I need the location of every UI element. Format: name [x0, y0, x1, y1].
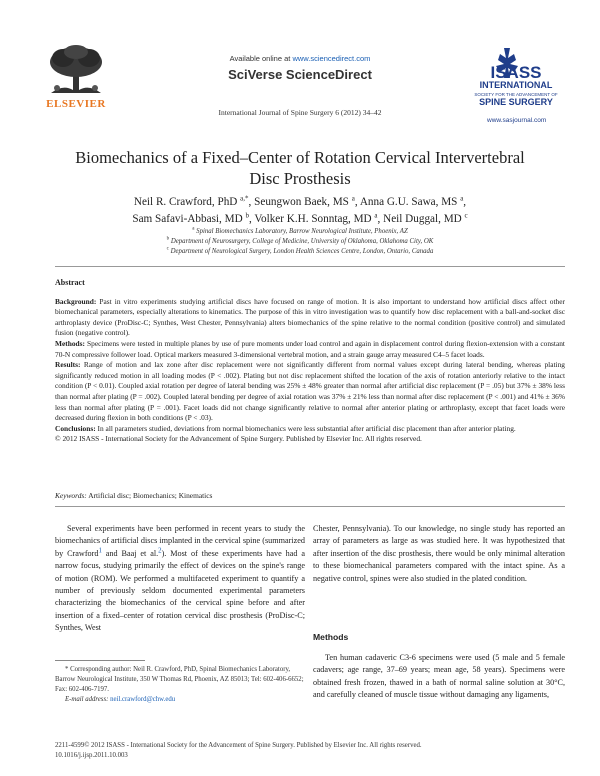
- keywords: [55, 491, 565, 500]
- issn-copyright: 2211-4599© 2012 ISASS - International Society for the Advancement of Spine Surgery. Published by Elsevier Inc. All rights reserved.: [55, 742, 422, 749]
- author-affil-sup: a,*: [240, 194, 249, 203]
- intro-continued: Chester, Pennsylvania). To our knowledge, no single study has reported an array of parameters as large as was studied here. It was hypothesized that after insertion of the disc prosthesis, there would be only minimal alteration to these biomechanical parameters compared with the intact spine. As a negative control, spines were also studied in the plated condition.: [313, 524, 565, 583]
- abstract-heading: Abstract: [55, 278, 85, 287]
- journal-citation: International Journal of Spine Surgery 6 (2012) 34–42: [218, 108, 382, 117]
- elsevier-tree-icon: [43, 44, 109, 96]
- divider-abstract: [55, 506, 565, 507]
- affiliation-a: $^a$ Spinal Biomechanics Laboratory, Barrow Neurological Institute, Phoenix, AZ: [192, 226, 408, 235]
- author-affil-sup: b: [245, 211, 249, 220]
- journal-header: [180, 54, 420, 117]
- author-name: Sam Safavi-Abbasi, MD: [132, 213, 243, 225]
- authors-line-1: Neil R. Crawford, PhD $^{a,*}$, Seungwon Baek, MS $^a$, Anna G.U. Sawa, MS $^a$,: [133, 194, 467, 208]
- isass-logo: [470, 44, 562, 116]
- methods-heading: Methods: [313, 632, 349, 642]
- elsevier-logo: [43, 44, 109, 112]
- corresponding-author: * Corresponding author: Neil R. Crawford, PhD, Spinal Biomechanics Laboratory, Barrow Neurological Institute, 350 W Thomas Rd, Phoenix, AZ 85013; Tel: 602-406-6652; Fax: 602-406-7197.: [55, 666, 304, 693]
- affiliation-c: $^c$ Department of Neurological Surgery, London Health Sciences Centre, London, Ontario, Canada: [166, 246, 434, 255]
- abstract-copyright: © 2012 ISASS - International Society for the Advancement of Spine Surgery. Published by Elsevier Inc. All rights reserved.: [55, 434, 422, 444]
- page-footer: [55, 741, 565, 761]
- author-name: Neil Duggal, MD: [383, 213, 462, 225]
- title-line-1: Biomechanics of a Fixed–Center of Rotation Cervical Intervertebral: [75, 148, 525, 167]
- methods-paragraph: Ten human cadaveric C3-6 specimens were used (5 male and 5 female cadavers; age range, 37–69 years; mean age, 58 years). Specimens were obtained fresh frozen, thawed in a bath of normal saline solution at 30°C, and carefully cleaned of muscle tissue without damaging any ligaments,: [313, 653, 565, 700]
- email-link[interactable]: neil.crawford@chw.edu: [110, 696, 176, 703]
- author-affil-sup: a: [460, 194, 464, 203]
- abstract-background: Background: Past in vitro experiments studying artificial discs have focused on range of motion. It is also important to understand how artificial discs affect other biomechanical parameters, especially alterations to kinematics. The purpose of this in vitro investigation was to quantify how disc replacement with a ball-and-socket disc arthroplasty device (ProDisc-C; Synthes, West Chester, Pennsylvania) alters biomechanics of the spine relative to the normal condition (positive control) and simulated fusion (negative control).: [55, 296, 565, 338]
- isass-logo-line3: SOCIETY FOR THE ADVANCEMENT OF: [474, 92, 558, 97]
- author-affil-sup: c: [464, 211, 468, 220]
- author-affil-sup: a: [351, 194, 355, 203]
- elsevier-wordmark: ELSEVIER: [46, 98, 106, 110]
- affiliation-b: $^b$ Department of Neurosurgery, College of Medicine, University of Oklahoma, Oklahoma City, OK: [166, 236, 434, 245]
- intro-right-column: [313, 523, 565, 585]
- isass-logo-line4: SPINE SURGERY: [479, 97, 553, 107]
- reference-link[interactable]: 1: [98, 547, 102, 555]
- sciencedirect-link[interactable]: www.sciencedirect.com: [292, 54, 371, 63]
- intro-paragraph: Several experiments have been performed in recent years to study the biomechanics of artificial discs implanted in the cervical spine (summarized by Crawford$^1$ and Baaj et al.$^2$). Most of these experiments have had a narrow focus, studying primarily the effect of devices on the spine's range of motion (ROM). We performed a multifaceted experiment to quantify a number of previously seldom documented experimental parameters characterizing the biomechanics of the cervical spine before and after insertion of a fixed–center of rotation cervical disc prosthesis (ProDisc-C; Synthes, West: [55, 524, 305, 633]
- author-name: Anna G.U. Sawa, MS: [359, 196, 458, 208]
- isass-logo-line1: ISASS: [490, 63, 542, 82]
- sciverse-brand: SciVerse ScienceDirect: [228, 67, 372, 82]
- authors-line-2: Sam Safavi-Abbasi, MD $^b$, Volker K.H. Sonntag, MD $^a$, Neil Duggal, MD $^c$: [132, 211, 468, 225]
- doi[interactable]: 10.1016/j.ijsp.2011.10.003: [55, 752, 128, 760]
- abstract-methods: Methods: Specimens were tested in multiple planes by use of pure moments under load control and again in displacement control during flexion-extension with a constant 70-N compressive follower load. Optical markers measured 3-dimensional vertebral motion, and a strain gauge array measured C4–5 facet loads.: [55, 338, 565, 359]
- footnote: [55, 665, 305, 705]
- keywords-list: Artificial disc; Biomechanics; Kinematics: [88, 491, 213, 500]
- isass-url[interactable]: www.sasjournal.com: [487, 117, 547, 124]
- title-line-2: Disc Prosthesis: [249, 169, 351, 188]
- footnote-rule: [55, 660, 145, 661]
- isass-logo-line2: INTERNATIONAL: [479, 80, 553, 90]
- reference-link[interactable]: 2: [158, 547, 162, 555]
- author-affil-sup: a: [374, 211, 378, 220]
- divider-top: [55, 266, 565, 267]
- email-line: E-mail address: neil.crawford@chw.edu: [65, 696, 176, 703]
- abstract: [55, 278, 565, 445]
- author-name: Neil R. Crawford, PhD: [133, 196, 238, 208]
- keywords-label: Keywords:: [55, 491, 87, 500]
- article-title: [50, 147, 550, 189]
- intro-left-column: [55, 523, 305, 635]
- author-name: Seungwon Baek, MS: [254, 196, 349, 208]
- available-online: Available online at www.sciencedirect.com: [229, 54, 371, 63]
- abstract-results: Results: Range of motion and lax zone after disc replacement were not significantly different from normal values except during lateral bending, whereas plating significantly reduced motion in all loading modes (P < .002). Plating but not disc replacement shifted the location of the axis of rotation anteriorly relative to the intact condition (P < 0.01). Coupled axial rotation per degree of lateral bending was 25% ± 48% greater than normal after artificial disc replacement (P = .05) but 37% ± 38% less than normal after plating (P = .002). Coupled lateral bending per degree of axial rotation was 37% ± 21% less than normal after disc replacement (P < .001) and 41% ± 36% less than normal after plating (P = .001). Facet loads did not change significantly relative to normal after anterior plating or arthroplasty, except that facet loads were decreased during flexion in both conditions (P < .03).: [55, 360, 565, 423]
- author-list: [40, 194, 560, 228]
- abstract-conclusions: Conclusions: In all parameters studied, deviations from normal biomechanics were less substantial after artificial disc placement than after anterior plating.: [55, 423, 516, 433]
- author-name: Volker K.H. Sonntag, MD: [254, 213, 372, 225]
